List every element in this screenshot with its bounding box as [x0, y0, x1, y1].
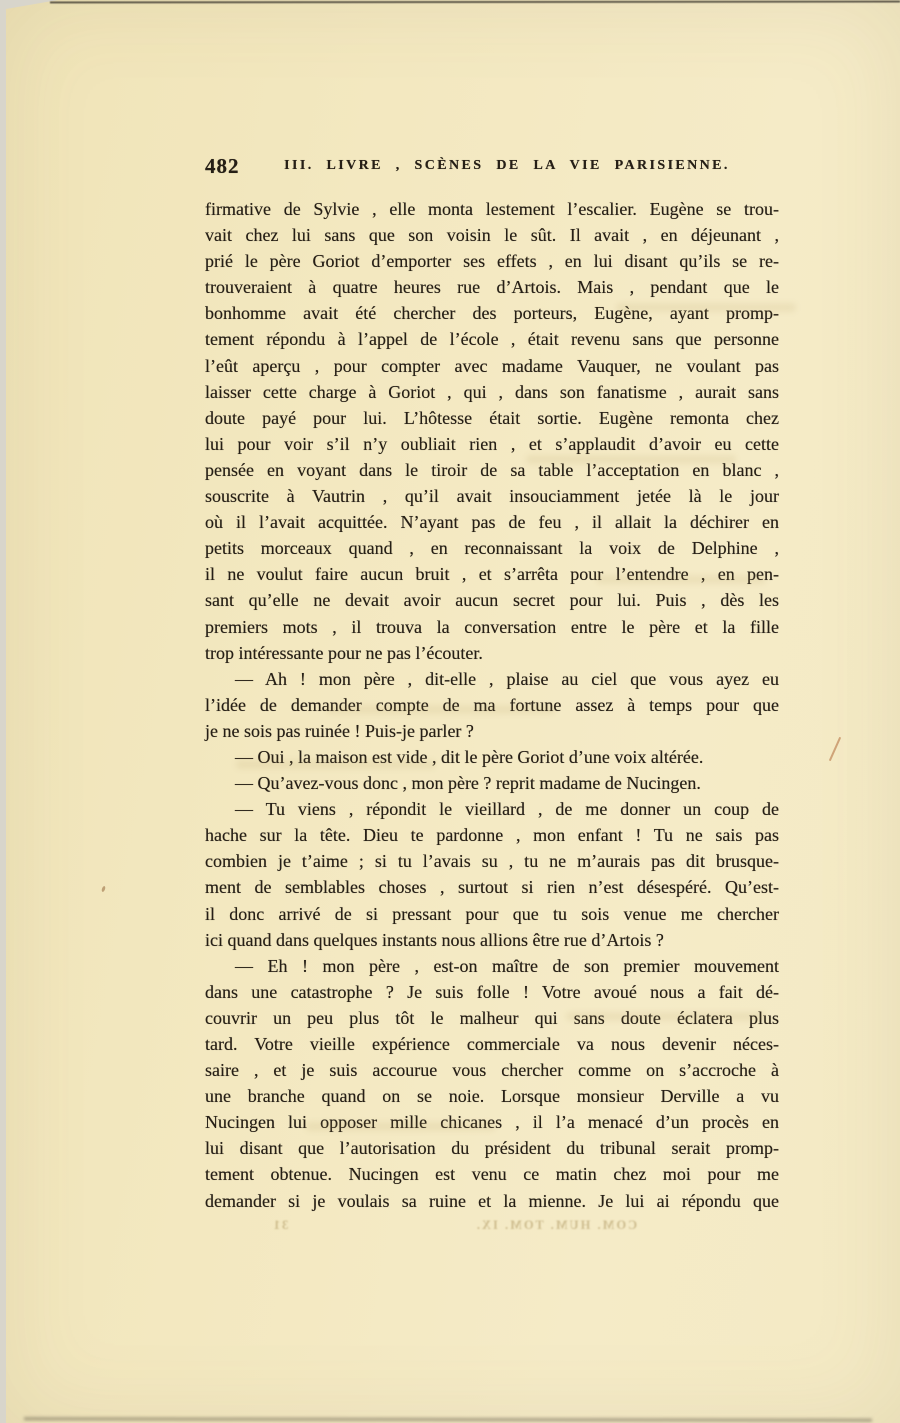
- text-line: premiers mots , il trouva la conversation entre le père et la fille: [205, 616, 779, 637]
- text-line: ment de semblables choses , surtout si rien n’est désespéré. Qu’est-: [205, 877, 779, 898]
- text-line: prié le père Goriot d’emporter ses effets , en lui disant qu’ils se re-: [205, 251, 779, 272]
- running-header: [205, 154, 779, 180]
- text-line: l’idée de demander compte de ma fortune assez à temps pour que: [205, 694, 779, 715]
- text-line: — Eh ! mon père , est-on maître de son premier mouvement: [235, 955, 779, 976]
- book-page: [6, 0, 900, 1423]
- text-line: je ne sois pas ruinée ! Puis-je parler ?: [205, 720, 474, 741]
- paper-speck: [101, 886, 106, 893]
- text-line: laisser cette charge à Goriot , qui , dans son fanatisme , aurait sans: [205, 381, 779, 402]
- text-line: tard. Votre vieille expérience commerciale va nous devenir néces-: [205, 1034, 779, 1054]
- text-line: lui disant que l’autorisation du président du tribunal serait promp-: [205, 1138, 779, 1159]
- text-line: doute payé pour lui. L’hôtesse était sortie. Eugène remonta chez: [205, 407, 779, 428]
- text-line: souscrite à Vautrin , qu’il avait insouciamment jetée là le jour: [205, 486, 779, 507]
- text-line: dans une catastrophe ? Je suis folle ! Votre avoué nous a fait dé-: [205, 981, 779, 1002]
- page-number: 482: [205, 154, 240, 178]
- show-through-footer-volume: COM. HUM. TOM. IX.: [474, 1218, 638, 1232]
- text-line: où il l’avait acquittée. N’ayant pas de feu , il allait la déchirer en: [205, 512, 779, 533]
- text-line: pensée en voyant dans le tiroir de sa table l’acceptation en blanc ,: [205, 459, 779, 480]
- text-line: vait chez lui sans que son voisin le sût. Il avait , en déjeunant ,: [205, 225, 779, 246]
- text-line: l’eût aperçu , pour compter avec madame Vauquer, ne voulant pas: [205, 355, 779, 376]
- show-through-smudge: [236, 760, 436, 769]
- text-line: Nucingen lui opposer mille chicanes , il l’a menacé d’un procès en: [205, 1112, 779, 1133]
- show-through-smudge: [306, 1122, 496, 1131]
- text-line: trouveraient à quatre heures rue d’Artois. Mais , pendant que le: [205, 277, 779, 298]
- show-through-smudge: [616, 303, 796, 312]
- page-edge-top: [50, 1, 900, 4]
- text-line: ici quand dans quelques instants nous allions être rue d’Artois ?: [205, 929, 664, 950]
- text-line: couvrir un peu plus tôt le malheur qui sans doute éclatera plus: [205, 1007, 779, 1028]
- text-line: bonhomme avait été chercher des porteurs, Eugène, ayant promp-: [205, 303, 779, 324]
- text-line: combien je t’aime ; si tu l’avais su , tu ne m’aurais pas dit brusque-: [205, 851, 779, 872]
- text-line: il donc arrivé de si pressant pour que tu sois venue me chercher: [205, 903, 779, 924]
- text-line: — Ah ! mon père , dit-elle , plaise au ciel que vous ayez eu: [235, 668, 779, 689]
- text-line: il ne voulut faire aucun bruit , et s’arrêta pour l’entendre , en pen-: [205, 564, 779, 585]
- text-line: saire , et je suis accourue vous chercher comme on s’accroche à: [205, 1060, 779, 1081]
- paper-fiber-mark: [829, 737, 841, 762]
- text-line: hache sur la tête. Dieu te pardonne , mon enfant ! Tu ne sais pas: [205, 825, 779, 846]
- text-line: — Oui , la maison est vide , dit le père Goriot d’une voix altérée.: [235, 746, 704, 767]
- show-through-footer-signature: 31: [271, 1218, 289, 1232]
- text-line: sant qu’elle ne devait avoir aucun secret pour lui. Puis , dès les: [205, 590, 779, 611]
- show-through-smudge: [526, 455, 736, 464]
- page-edge-bottom: [24, 1417, 872, 1421]
- text-line: trop intéressante pour ne pas l’écouter.: [205, 642, 483, 663]
- text-line: tement répondu à l’appel de l’école , était revenu sans que personne: [205, 329, 779, 350]
- text-line: petits morceaux quand , en reconnaissant la voix de Delphine ,: [205, 538, 779, 559]
- header-title: III. LIVRE , SCÈNES DE LA VIE PARISIENNE.: [284, 158, 730, 173]
- text-line: — Tu viens , répondit le vieillard , de me donner un coup de: [235, 799, 779, 820]
- text-line: lui pour voir s’il n’y oubliait rien , et s’applaudit d’avoir eu cette: [205, 433, 779, 454]
- text-line: firmative de Sylvie , elle monta lestement l’escalier. Eugène se trou-: [205, 199, 779, 219]
- show-through-smudge: [326, 705, 556, 714]
- text-line: — Qu’avez-vous donc , mon père ? reprit madame de Nucingen.: [235, 773, 701, 794]
- text-line: tement obtenue. Nucingen est venu ce matin chez moi pour me: [205, 1164, 779, 1185]
- text-line: une branche quand on se noie. Lorsque monsieur Derville a vu: [205, 1086, 779, 1107]
- show-through-smudge: [596, 575, 766, 584]
- show-through-smudge: [566, 1012, 766, 1021]
- text-line: demander si je voulais sa ruine et la mienne. Je lui ai répondu que: [205, 1190, 779, 1211]
